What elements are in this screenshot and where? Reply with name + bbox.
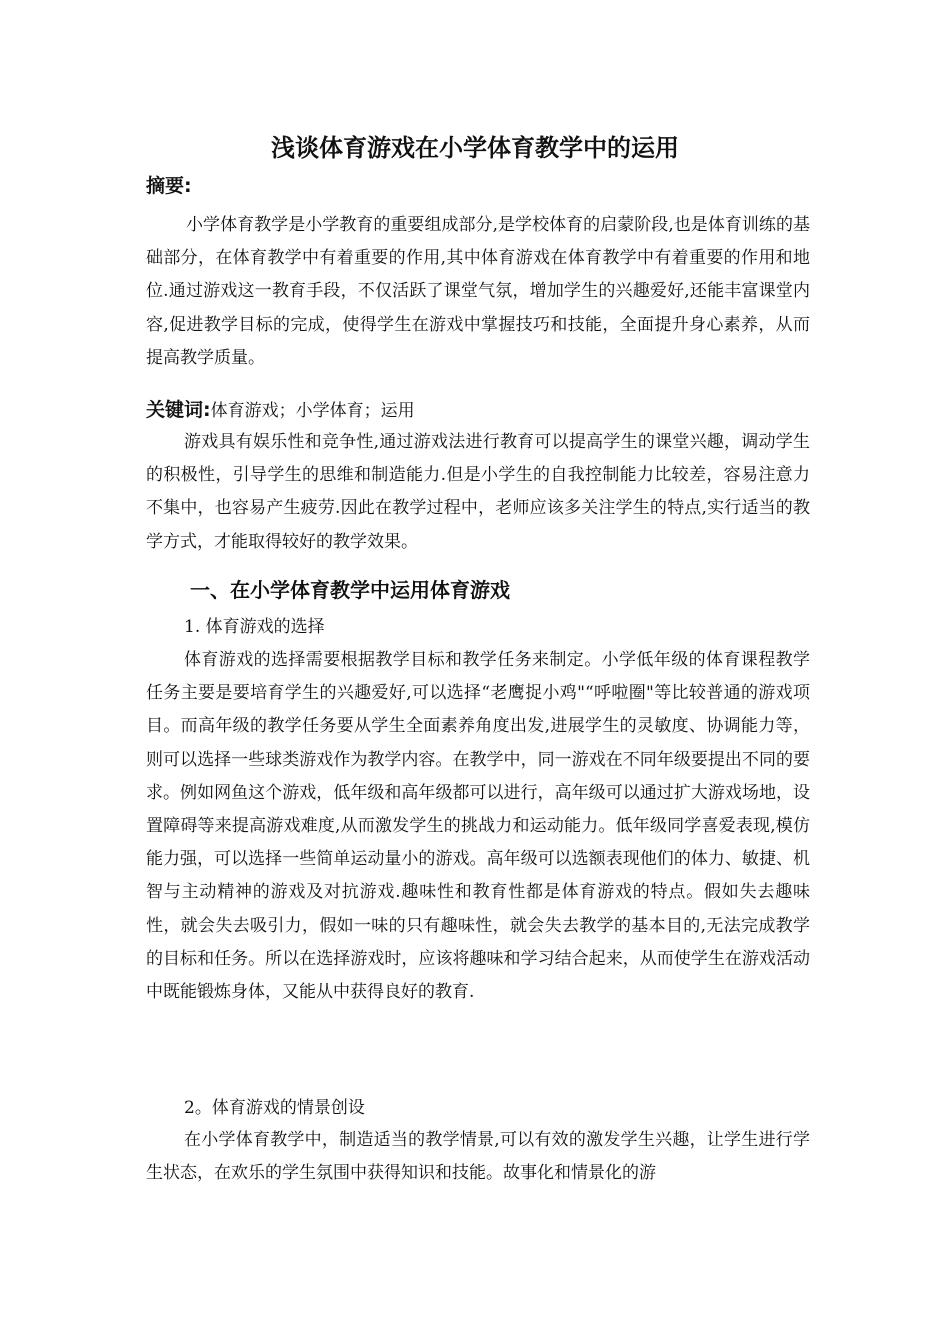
keywords-text: 体育游戏；小学体育；运用 xyxy=(210,401,415,421)
keywords-line xyxy=(146,396,415,425)
keywords-label: 关键词: xyxy=(146,399,211,421)
abstract-paragraph: 小学体育教学是小学教育的重要组成部分,是学校体育的启蒙阶段,也是体育训练的基础部分，在体育教学中有着重要的作用,其中体育游戏在体育教学中有着重要的作用和地位.通过游戏这一教育手段，不仅活跃了课堂气氛，增加学生的兴趣爱好,还能丰富课堂内容,促进教学目标的完成，使得学生在游戏中掌握技巧和技能，全面提升身心素养，从而提高教学质量。 xyxy=(146,215,810,368)
subsection-1-paragraph: 体育游戏的选择需要根据教学目标和教学任务来制定。小学低年级的体育课程教学任务主要是要培育学生的兴趣爱好,可以选择“老鹰捉小鸡"“呼啦圈"等比较普通的游戏项目。而高年级的教学任务要从学生全面素养角度出发,进展学生的灵敏度、协调能力等，则可以选择一些球类游戏作为教学内容。在教学中，同一游戏在不同年级要提出不同的要求。例如网鱼这个游戏，低年级和高年级都可以进行，高年级可以通过扩大游戏场地，设置障碍等来提高游戏难度,从而激发学生的挑战力和运动能力。低年级同学喜爱表现,模仿能力强，可以选择一些简单运动量小的游戏。高年级可以选额表现他们的体力、敏捷、机智与主动精神的游戏及对抗游戏.趣味性和教育性都是体育游戏的特点。假如失去趣味性，就会失去吸引力，假如一味的只有趣味性，就会失去教学的基本目的,无法完成教学的目标和任务。所以在选择游戏时，应该将趣味和学习结合起来，从而使学生在游戏活动中既能锻炼身体，又能从中获得良好的教育. xyxy=(146,650,810,1003)
abstract-heading: 摘要: xyxy=(146,175,192,197)
document-title: 浅谈体育游戏在小学体育教学中的运用 xyxy=(271,134,679,162)
subsection-2-paragraph: 在小学体育教学中，制造适当的教学情景,可以有效的激发学生兴趣，让学生进行学生状态，在欢乐的学生氛围中获得知识和技能。故事化和情景化的游 xyxy=(146,1130,810,1184)
intro-paragraph: 游戏具有娱乐性和竞争性,通过游戏法进行教育可以提高学生的课堂兴趣，调动学生的积极性，引导学生的思维和制造能力.但是小学生的自我控制能力比较差，容易注意力不集中，也容易产生疲劳.因此在教学过程中，老师应该多关注学生的特点,实行适当的教学方式，才能取得较好的教学效果。 xyxy=(146,432,810,552)
subsection-heading-2: 2。体育游戏的情景创设 xyxy=(184,1098,365,1118)
section-heading-1: 一、在小学体育教学中运用体育游戏 xyxy=(190,578,510,602)
subsection-heading-1: 1. 体育游戏的选择 xyxy=(184,617,325,637)
